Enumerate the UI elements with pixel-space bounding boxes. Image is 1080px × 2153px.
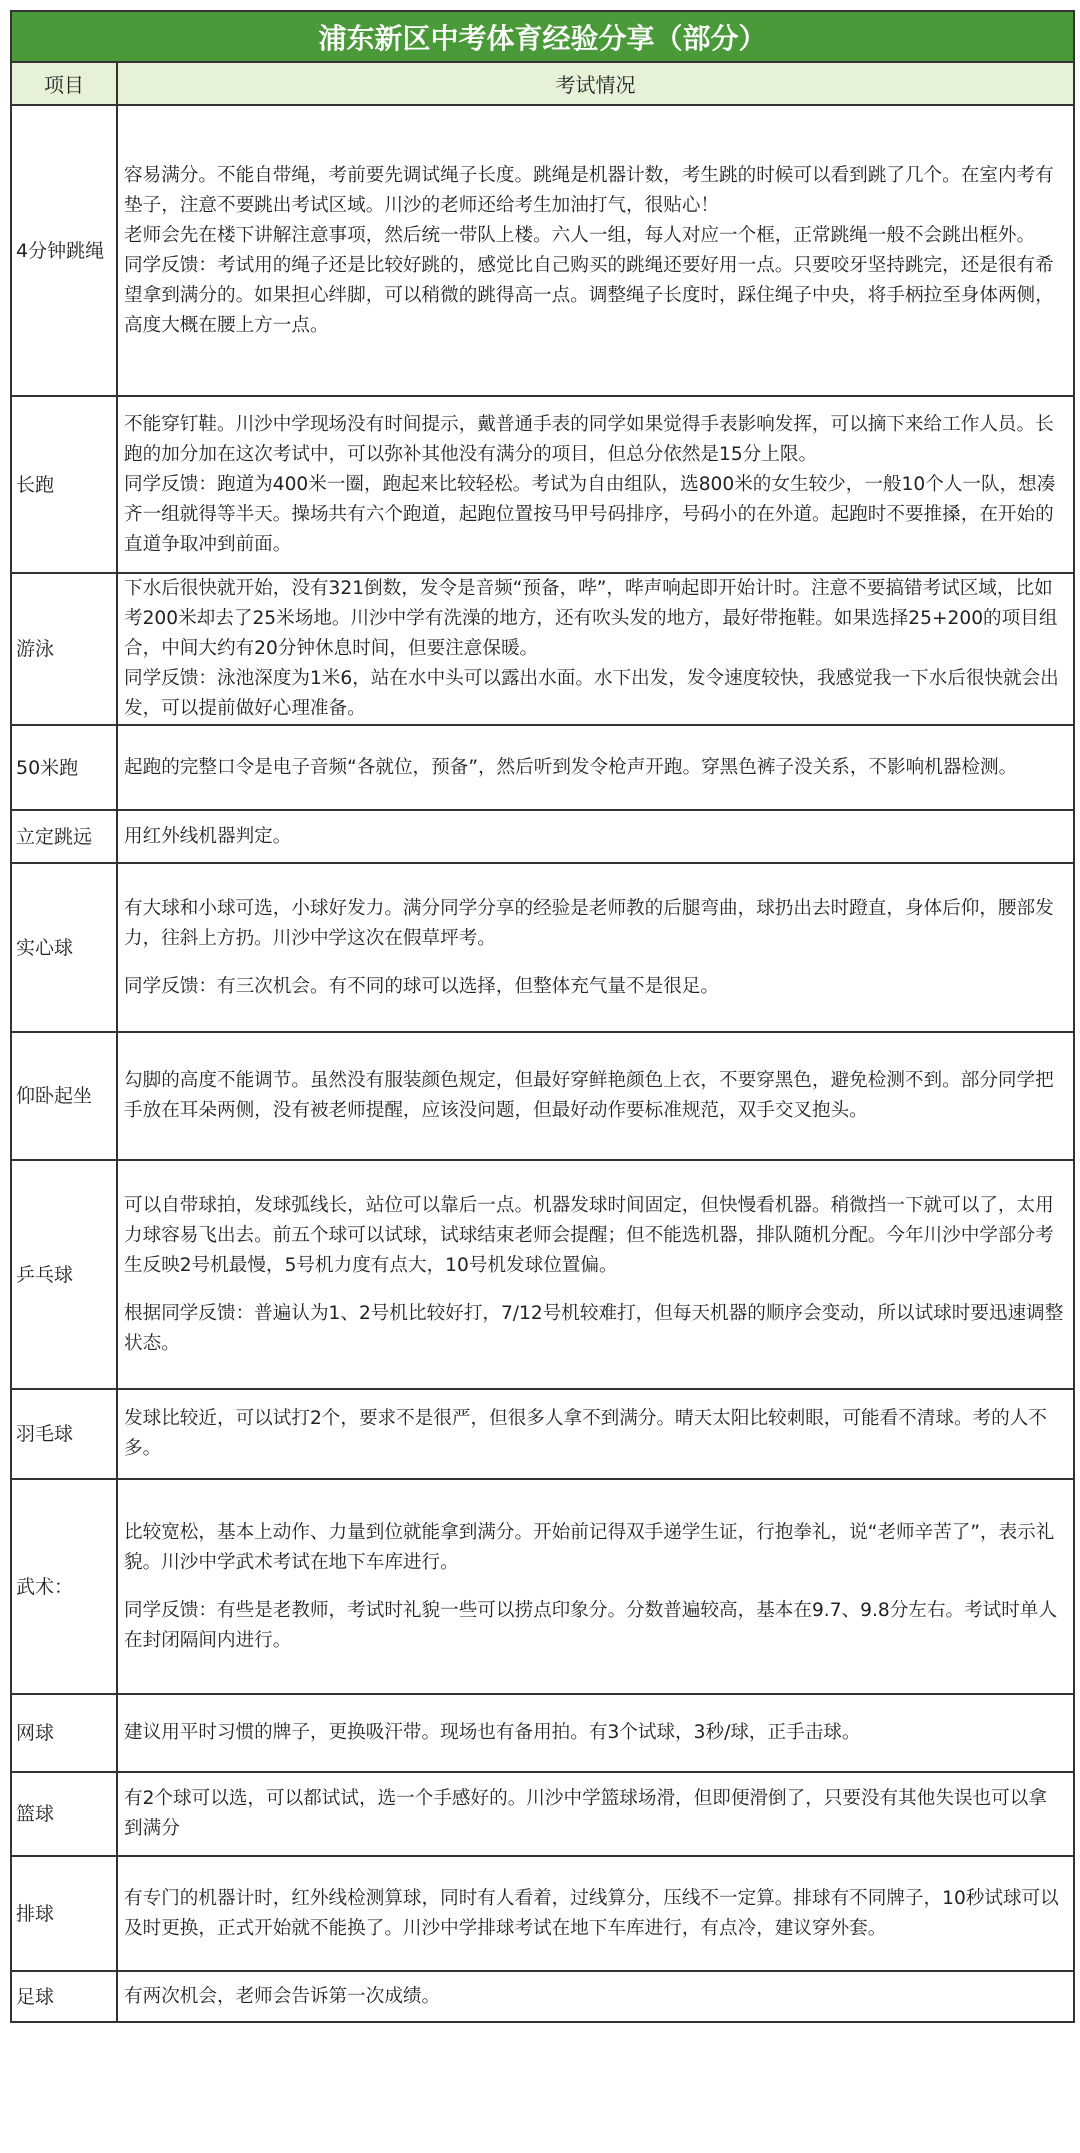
- item-cell: 4分钟跳绳: [12, 105, 117, 396]
- table-row: [12, 573, 1073, 725]
- item-cell: 篮球: [12, 1772, 117, 1856]
- table-row: [12, 1694, 1073, 1772]
- table-row: [12, 1389, 1073, 1479]
- desc-cell: [117, 810, 1073, 863]
- item-cell: 排球: [12, 1856, 117, 1971]
- item-cell: 仰卧起坐: [12, 1032, 117, 1160]
- desc-paragraph: 发球比较近，可以试打2个，要求不是很严，但很多人拿不到满分。晴天太阳比较刺眼，可能看不清球。考的人不多。: [124, 1408, 1047, 1459]
- table-row: [12, 1032, 1073, 1160]
- desc-cell: [117, 105, 1073, 396]
- desc-cell: [117, 1971, 1073, 2021]
- item-cell: 足球: [12, 1971, 117, 2021]
- desc-paragraph: 下水后很快就开始，没有321倒数，发令是音频“预备，哔”，哔声响起即开始计时。注意不要搞错考试区域，比如考200米却去了25米场地。川沙中学有洗澡的地方，还有吹头发的地方，最好带拖鞋。如果选择25+200的项目组合，中间大约有20分钟休息时间，但要注意保暖。: [124, 578, 1058, 659]
- table-row: [12, 396, 1073, 573]
- table-row: [12, 1971, 1073, 2021]
- desc-paragraph: 建议用平时习惯的牌子，更换吸汗带。现场也有备用拍。有3个试球，3秒/球，正手击球。: [124, 1722, 861, 1743]
- header-row: [12, 63, 1073, 105]
- item-cell: 游泳: [12, 573, 117, 725]
- table-row: [12, 1479, 1073, 1694]
- table-row: [12, 1856, 1073, 1971]
- item-cell: 乒乓球: [12, 1160, 117, 1389]
- desc-cell: [117, 573, 1073, 725]
- header-desc: 考试情况: [117, 63, 1073, 105]
- table-row: [12, 105, 1073, 396]
- desc-paragraph: 同学反馈：有些是老教师，考试时礼貌一些可以捞点印象分。分数普遍较高，基本在9.7、9.8分左右。考试时单人在封闭隔间内进行。: [124, 1599, 1058, 1651]
- table-row: [12, 810, 1073, 863]
- table-row: [12, 863, 1073, 1032]
- header-item: 项目: [12, 63, 117, 105]
- table-row: [12, 1772, 1073, 1856]
- experience-table: [12, 63, 1073, 2021]
- desc-paragraph: 可以自带球拍，发球弧线长，站位可以靠后一点。机器发球时间固定，但快慢看机器。稍微挡一下就可以了，太用力球容易飞出去。前五个球可以试球，试球结束老师会提醒；但不能选机器，排队随机分配。今年川沙中学部分考生反映2号机最慢，5号机力度有点大，10号机发球位置偏。: [124, 1194, 1054, 1276]
- desc-cell: [117, 1856, 1073, 1971]
- desc-paragraph: 不能穿钉鞋。川沙中学现场没有时间提示，戴普通手表的同学如果觉得手表影响发挥，可以摘下来给工作人员。长跑的加分加在这次考试中，可以弥补其他没有满分的项目，但总分依然是15分上限。: [124, 413, 1054, 465]
- desc-cell: [117, 1032, 1073, 1160]
- desc-cell: [117, 1479, 1073, 1694]
- desc-cell: [117, 396, 1073, 573]
- item-cell: 武术：: [12, 1479, 117, 1694]
- desc-paragraph: 有专门的机器计时，红外线检测算球，同时有人看着，过线算分，压线不一定算。排球有不同牌子，10秒试球可以及时更换，正式开始就不能换了。川沙中学排球考试在地下车库进行，有点冷，建议穿外套。: [124, 1887, 1059, 1939]
- desc-paragraph: 同学反馈：泳池深度为1米6，站在水中头可以露出水面。水下出发，发令速度较快，我感觉我一下水后很快就会出发，可以提前做好心理准备。: [124, 668, 1059, 719]
- desc-cell: [117, 1160, 1073, 1389]
- desc-paragraph: 有大球和小球可选，小球好发力。满分同学分享的经验是老师教的后腿弯曲，球扔出去时蹬直，身体后仰，腰部发力，往斜上方扔。川沙中学这次在假草坪考。: [124, 897, 1054, 949]
- desc-cell: [117, 1389, 1073, 1479]
- desc-paragraph: 同学反馈：跑道为400米一圈，跑起来比较轻松。考试为自由组队，选800米的女生较少，一般10个人一队，想凑齐一组就得等半天。操场共有六个跑道，起跑位置按马甲号码排序，号码小的在外道。起跑时不要推搡，在开始的直道争取冲到前面。: [124, 473, 1056, 555]
- item-cell: 羽毛球: [12, 1389, 117, 1479]
- desc-paragraph: 有2个球可以选，可以都试试，选一个手感好的。川沙中学篮球场滑，但即便滑倒了，只要没有其他失误也可以拿到满分: [124, 1788, 1047, 1839]
- desc-paragraph: 根据同学反馈：普遍认为1、2号机比较好打，7/12号机较难打，但每天机器的顺序会变动，所以试球时要迅速调整状态。: [124, 1302, 1064, 1354]
- desc-cell: [117, 725, 1073, 810]
- item-cell: 长跑: [12, 396, 117, 573]
- desc-paragraph: 容易满分。不能自带绳，考前要先调试绳子长度。跳绳是机器计数，考生跳的时候可以看到跳了几个。在室内考有垫子，注意不要跳出考试区域。川沙的老师还给考生加油打气，很贴心！: [124, 164, 1054, 216]
- item-cell: 网球: [12, 1694, 117, 1772]
- desc-paragraph: 老师会先在楼下讲解注意事项，然后统一带队上楼。六人一组，每人对应一个框，正常跳绳一般不会跳出框外。: [124, 224, 1036, 246]
- item-cell: 50米跑: [12, 725, 117, 810]
- desc-paragraph: 同学反馈：有三次机会。有不同的球可以选择，但整体充气量不是很足。: [124, 975, 720, 997]
- table-row: [12, 1160, 1073, 1389]
- desc-paragraph: 起跑的完整口令是电子音频“各就位，预备”，然后听到发令枪声开跑。穿黑色裤子没关系，不影响机器检测。: [124, 756, 1018, 778]
- desc-cell: [117, 1694, 1073, 1772]
- desc-cell: [117, 863, 1073, 1032]
- desc-paragraph: 有两次机会，老师会告诉第一次成绩。: [124, 1985, 441, 2007]
- item-cell: 立定跳远: [12, 810, 117, 863]
- desc-cell: [117, 1772, 1073, 1856]
- desc-paragraph: 勾脚的高度不能调节。虽然没有服装颜色规定，但最好穿鲜艳颜色上衣，不要穿黑色，避免检测不到。部分同学把手放在耳朵两侧，没有被老师提醒，应该没问题，但最好动作要标准规范，双手交叉抱头。: [124, 1070, 1054, 1121]
- table-row: [12, 725, 1073, 810]
- desc-paragraph: 同学反馈：考试用的绳子还是比较好跳的，感觉比自己购买的跳绳还要好用一点。只要咬牙坚持跳完，还是很有希望拿到满分的。如果担心绊脚，可以稍微的跳得高一点。调整绳子长度时，踩住绳子中央，将手柄拉至身体两侧，高度大概在腰上方一点。: [124, 254, 1054, 336]
- table-title: 浦东新区中考体育经验分享（部分）: [12, 12, 1073, 63]
- experience-table-sheet: [10, 10, 1075, 2023]
- desc-paragraph: 用红外线机器判定。: [124, 825, 292, 847]
- item-cell: 实心球: [12, 863, 117, 1032]
- desc-paragraph: 比较宽松，基本上动作、力量到位就能拿到满分。开始前记得双手递学生证，行抱拳礼，说“老师辛苦了”，表示礼貌。川沙中学武术考试在地下车库进行。: [124, 1521, 1055, 1573]
